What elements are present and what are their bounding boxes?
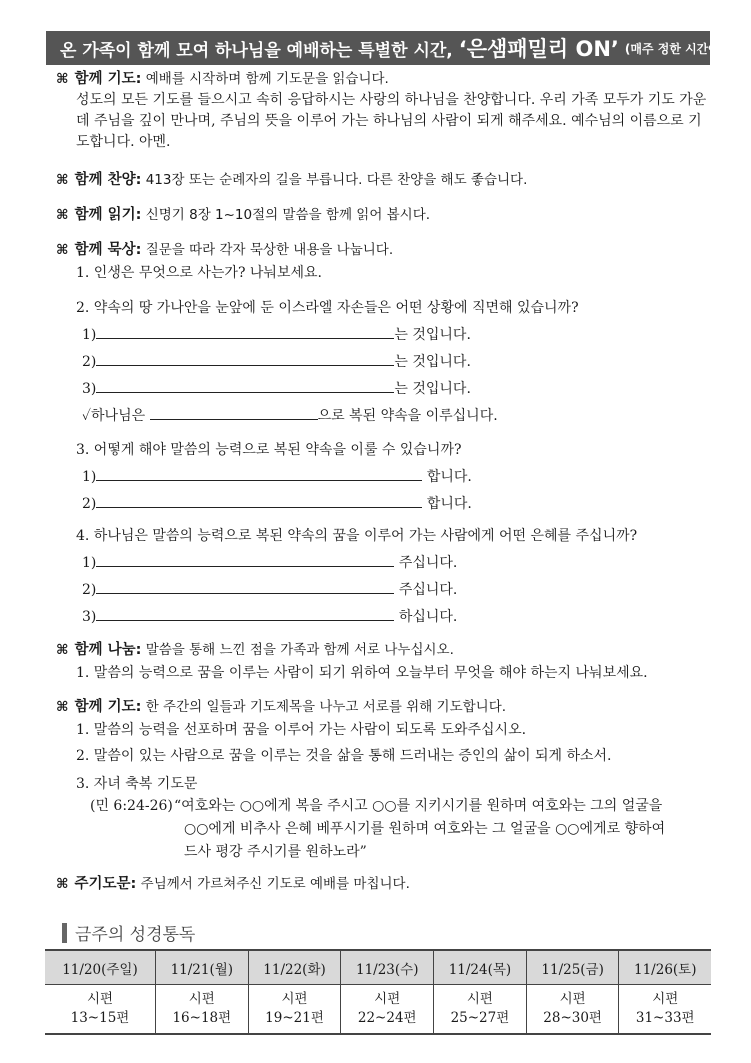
answer-blank[interactable] (96, 350, 394, 366)
section-desc: 질문을 따라 각자 묵상한 내용을 나눕니다. (141, 242, 394, 258)
answer-line: 3) 는 것입니다. (82, 377, 471, 398)
sharing-item-1: 1. 말씀의 능력으로 꿈을 이루는 사람이 되기 위하여 오늘부터 무엇을 해야 하는지 나눠보세요. (76, 665, 648, 681)
blessing-line-2: ○○에게 비추사 은혜 베푸시기를 원하며 여호와는 그 얼굴을 ○○에게로 향하여 (184, 821, 666, 837)
section-sharing (56, 640, 454, 661)
answer-line: 3) 하십니다. (82, 605, 457, 626)
reading-cell: 시편 19~21편 (248, 985, 341, 1035)
reading-cell: 시편 28~30편 (526, 985, 619, 1035)
answer-line: 1) 합니다. (82, 465, 472, 486)
date-cell: 11/21(월) (155, 950, 248, 985)
command-icon: ⌘ (56, 207, 69, 223)
section-label: 함께 기도: (74, 699, 142, 715)
blessing-reference: (민 6:24-26) (90, 798, 173, 814)
date-cell: 11/26(토) (619, 950, 711, 985)
table-header-row (45, 950, 711, 985)
title-bar (62, 923, 67, 943)
section-desc: 413장 또는 순례자의 길을 부릅니다. 다른 찬양을 해도 좋습니다. (141, 172, 528, 188)
command-icon: ⌘ (56, 242, 69, 258)
prayer-item-3: 3. 자녀 축복 기도문 (76, 776, 198, 792)
reading-cell: 시편 13~15편 (45, 985, 155, 1035)
section-desc: 한 주간의 일들과 기도제목을 나누고 서로를 위해 기도합니다. (141, 699, 507, 715)
answer-blank[interactable] (96, 492, 422, 508)
date-cell: 11/22(화) (248, 950, 341, 985)
question-1: 1. 인생은 무엇으로 사는가? 나눠보세요. (76, 265, 322, 281)
section-desc: 말씀을 통해 느낀 점을 가족과 함께 서로 나누십시오. (141, 642, 454, 658)
question-4: 4. 하나님은 말씀의 능력으로 복된 약속의 꿈을 이루어 가는 사람에게 어떤 은혜를 주십니까? (76, 528, 638, 544)
question-2: 2. 약속의 땅 가나안을 눈앞에 둔 이스라엘 자손들은 어떤 상황에 직면해 있습니까? (76, 300, 579, 316)
header-banner (46, 31, 726, 65)
date-cell: 11/20(주일) (45, 950, 155, 985)
blessing-line-1: “여호와는 ○○에게 복을 주시고 ○○를 지키시기를 원하며 여호와는 그의 얼굴을 (174, 798, 663, 814)
section-label: 함께 읽기: (74, 207, 142, 223)
command-icon: ⌘ (56, 699, 69, 715)
question-3: 3. 어떻게 해야 말씀의 능력으로 복된 약속을 이룰 수 있습니까? (76, 442, 462, 458)
section-desc: 주님께서 가르쳐주신 기도로 예배를 마칩니다. (136, 876, 410, 892)
reading-cell: 시편 25~27편 (434, 985, 527, 1035)
bible-reading-title: 금주의 성경통독 (62, 920, 195, 945)
answer-blank[interactable] (96, 578, 394, 594)
check-icon: ✓하나님은 (82, 408, 150, 424)
bible-reading-table (45, 949, 711, 1035)
date-cell: 11/23(수) (341, 950, 434, 985)
date-cell: 11/25(금) (526, 950, 619, 985)
banner-note: (매주 정한 시간에) (624, 41, 726, 56)
section-label: 함께 찬양: (74, 172, 142, 188)
reading-cell: 시편 22~24편 (341, 985, 434, 1035)
check-line: ✓하나님은 으로 복된 약속을 이루십니다. (82, 404, 498, 425)
answer-line: 2) 합니다. (82, 492, 472, 513)
answer-line: 2) 주십니다. (82, 578, 457, 599)
section-desc: 신명기 8장 1~10절의 말씀을 함께 읽어 봅시다. (141, 207, 431, 223)
banner-brand: ‘은샘패밀리 ON’ (458, 37, 619, 61)
date-cell: 11/24(목) (434, 950, 527, 985)
prayer-item-2: 2. 말씀이 있는 사람으로 꿈을 이루는 것을 삶을 통해 드러내는 증인의 삶이 되게 하소서. (76, 748, 612, 764)
reading-cell: 시편 16~18편 (155, 985, 248, 1035)
section-reading (56, 205, 430, 226)
command-icon: ⌘ (56, 876, 69, 892)
answer-blank[interactable] (96, 377, 394, 393)
answer-blank[interactable] (96, 551, 394, 567)
banner-text: 온 가족이 함께 모여 하나님을 예배하는 특별한 시간, (60, 40, 453, 61)
section-opening-prayer (56, 69, 710, 153)
section-label: 함께 기도: (74, 71, 142, 87)
answer-line: 1) 는 것입니다. (82, 323, 471, 344)
table-row (45, 985, 711, 1035)
answer-blank[interactable] (96, 605, 394, 621)
command-icon: ⌘ (56, 642, 69, 658)
blessing-line-3: 드사 평강 주시기를 원하노라” (184, 844, 367, 860)
command-icon: ⌘ (56, 71, 69, 87)
answer-blank[interactable] (150, 404, 318, 420)
section-label: 함께 나눔: (74, 642, 142, 658)
section-closing-prayer (56, 697, 506, 718)
answer-blank[interactable] (96, 465, 422, 481)
answer-line: 1) 주십니다. (82, 551, 457, 572)
command-icon: ⌘ (56, 172, 69, 188)
section-meditation (56, 240, 393, 261)
section-lords-prayer (56, 874, 410, 895)
section-label: 주기도문: (74, 876, 137, 892)
section-desc: 예배를 시작하며 함께 기도문을 읽습니다. (141, 71, 389, 87)
opening-prayer-text: 성도의 모든 기도를 들으시고 속히 응답하시는 사랑의 하나님을 찬양합니다. 우리 가족 모두가 기도 가운데 주님을 깊이 만나며, 주님의 뜻을 이루어 가는 하나님의 사람이 되게 해주세요. 예수님의 이름으로 기도합니다. 아멘. (76, 92, 707, 150)
reading-cell: 시편 31~33편 (619, 985, 711, 1035)
answer-line: 2) 는 것입니다. (82, 350, 471, 371)
section-praise (56, 170, 527, 191)
prayer-item-1: 1. 말씀의 능력을 선포하며 꿈을 이루어 가는 사람이 되도록 도와주십시오. (76, 722, 527, 738)
answer-blank[interactable] (96, 323, 394, 339)
section-label: 함께 묵상: (74, 242, 142, 258)
